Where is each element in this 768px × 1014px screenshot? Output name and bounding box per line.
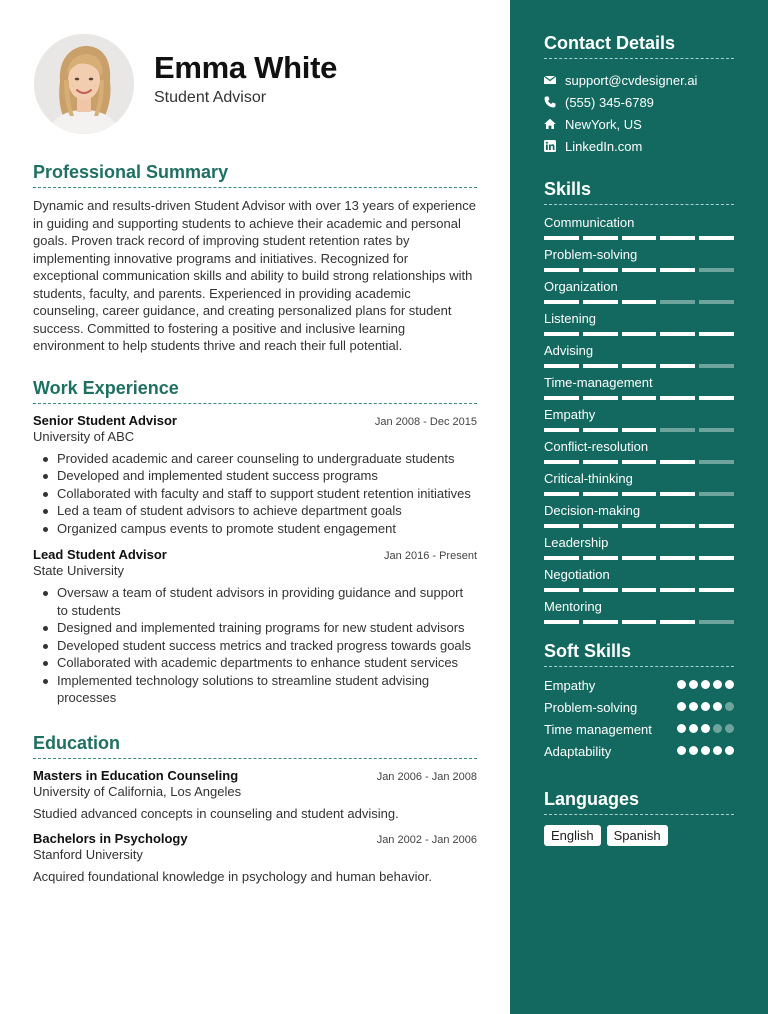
skill-level-segment [622,428,657,432]
skill-level-segment [660,588,695,592]
skill-level-segment [622,460,657,464]
contact-phone[interactable] [544,91,734,113]
skill-level-segment [583,268,618,272]
skill-level-bar [544,620,734,624]
job-bullets [33,584,477,707]
envelope-icon [544,74,556,86]
skill-level-segment [583,428,618,432]
job-bullet: Designed and implemented training programs for new student advisors [33,619,477,637]
contact-heading: Contact Details [544,33,734,59]
job-bullet: Collaborated with academic departments to enhance student services [33,654,477,672]
skill-level-segment [544,620,579,624]
education-header [33,768,477,783]
job-bullets [33,450,477,538]
skill-level-segment [583,620,618,624]
school-name: Stanford University [33,846,143,862]
avatar-portrait [34,34,134,134]
skill-item [544,215,734,247]
rating-dot [713,746,722,755]
soft-skill-name: Time management [544,722,652,737]
rating-dot [701,702,710,711]
skill-item [544,343,734,375]
soft-skill-rating [677,743,734,755]
skill-level-bar [544,236,734,240]
skill-level-bar [544,268,734,272]
sidebar [510,0,768,1014]
skill-level-segment [544,332,579,336]
job-entry [33,547,477,707]
skill-name: Leadership [544,535,609,550]
job-title: Lead Student Advisor [33,547,167,562]
skills-section [544,179,734,631]
contact-linkedin-text: LinkedIn.com [565,138,643,154]
skill-level-segment [660,620,695,624]
skill-item [544,279,734,311]
skill-level-segment [660,524,695,528]
rating-dot [689,680,698,689]
job-bullet: Developed and implemented student success programs [33,467,477,485]
job-dates: Jan 2008 - Dec 2015 [374,415,477,428]
soft-skill-rating [677,699,734,711]
summary-section [33,162,477,355]
rating-dot [725,746,734,755]
soft-skill-item [544,699,734,721]
job-dates: Jan 2016 - Present [384,550,477,562]
education-entry [33,831,477,884]
degree-title: Bachelors in Psychology [33,830,188,846]
rating-dot [713,724,722,733]
rating-dot [701,680,710,689]
rating-dot [725,724,734,733]
skill-level-segment [544,428,579,432]
home-icon [544,118,556,130]
skill-level-segment [622,268,657,272]
job-bullet: Collaborated with faculty and staff to support student retention initiatives [33,485,477,503]
school-name: University of California, Los Angeles [33,783,242,799]
skill-level-segment [622,492,657,496]
skill-item [544,535,734,567]
soft-skill-name: Problem-solving [544,700,638,715]
skill-level-segment [544,268,579,272]
skill-level-segment [544,364,579,368]
skill-level-segment [583,460,618,464]
job-header [33,413,477,428]
skills-list [544,215,734,631]
job-title: Senior Student Advisor [33,412,177,428]
job-bullet: Developed student success metrics and tracked progress towards goals [33,637,477,655]
job-entry [33,413,477,538]
soft-skill-rating [677,677,734,689]
summary-text: Dynamic and results-driven Student Advisor with over 13 years of experience in guiding and supporting students to achieve their academic and personal goals. Proven track record of improving student retention rates by implementing innovative programs and initiatives. Recognized for exceptional communication skills and ability to build strong relationships with students, faculty, and parents. Experienced in providing academic counseling, career guidance, and creating personalized plans for student success. Committed to fostering a positive and inclusive learning environment to help students thrive and reach their full potential. [33,198,476,353]
skill-level-segment [699,396,734,400]
skill-level-bar [544,588,734,592]
contact-location [544,113,734,135]
skill-level-segment [699,428,734,432]
soft-skills-heading: Soft Skills [544,641,734,667]
soft-skill-item [544,677,734,699]
skill-level-segment [699,588,734,592]
skill-level-segment [622,364,657,368]
candidate-title: Student Advisor [154,89,267,106]
job-organization: State University [33,563,125,578]
rating-dot [677,746,686,755]
skill-level-bar [544,364,734,368]
skill-level-segment [699,300,734,304]
skill-name: Mentoring [544,599,602,614]
work-section [33,378,477,707]
soft-skills-section [544,641,734,765]
soft-skill-item [544,721,734,743]
skill-level-segment [699,364,734,368]
skill-name: Advising [544,343,594,358]
skill-level-segment [699,620,734,624]
languages-section [544,789,734,846]
skills-heading: Skills [544,179,734,205]
contact-linkedin[interactable] [544,135,734,157]
skill-level-segment [699,524,734,528]
contact-email[interactable] [544,69,734,91]
degree-title: Masters in Education Counseling [33,767,239,783]
language-tag: Spanish [607,825,668,846]
languages-list [544,825,734,846]
language-tag: English [544,825,601,846]
soft-skill-rating [677,721,734,733]
skill-level-segment [660,556,695,560]
skill-level-segment [699,236,734,240]
rating-dot [713,702,722,711]
skill-name: Time-management [544,375,653,390]
job-bullet: Implemented technology solutions to streamline student advising processes [33,672,477,707]
work-heading: Work Experience [33,378,477,404]
skill-level-segment [660,460,695,464]
skill-level-segment [583,236,618,240]
skill-level-bar [544,428,734,432]
rating-dot [677,680,686,689]
job-bullet: Provided academic and career counseling to undergraduate students [33,450,477,468]
skill-level-segment [699,332,734,336]
contact-phone-text: (555) 345-6789 [565,94,654,110]
rating-dot [701,746,710,755]
skill-level-bar [544,396,734,400]
rating-dot [689,702,698,711]
rating-dot [725,680,734,689]
education-section [33,733,477,884]
skill-level-segment [583,300,618,304]
skill-level-segment [699,556,734,560]
phone-icon [544,96,556,108]
skill-level-bar [544,492,734,496]
skill-item [544,247,734,279]
job-header [33,547,477,562]
skill-level-segment [660,268,695,272]
skill-level-segment [699,492,734,496]
skill-item [544,439,734,471]
skill-item [544,599,734,631]
header [33,0,477,150]
skill-level-segment [583,556,618,560]
rating-dot [689,746,698,755]
contact-section [544,33,734,157]
skill-level-segment [583,332,618,336]
skill-level-segment [544,492,579,496]
education-heading: Education [33,733,477,759]
skill-level-segment [699,460,734,464]
education-dates: Jan 2002 - Jan 2006 [376,833,477,846]
skill-level-segment [622,236,657,240]
avatar [34,34,134,134]
rating-dot [701,724,710,733]
skill-level-bar [544,460,734,464]
skill-level-segment [660,332,695,336]
soft-skill-name: Empathy [544,678,596,693]
skill-level-segment [660,364,695,368]
skill-level-segment [544,236,579,240]
skill-level-segment [622,332,657,336]
skill-level-segment [660,396,695,400]
skill-level-segment [699,268,734,272]
candidate-name: Emma White [154,50,338,85]
skill-level-segment [622,556,657,560]
skill-level-segment [660,428,695,432]
skill-level-segment [544,556,579,560]
education-header [33,831,477,846]
rating-dot [677,724,686,733]
skill-name: Communication [544,215,635,230]
education-description: Acquired foundational knowledge in psychology and human behavior. [33,868,432,884]
job-organization: University of ABC [33,428,135,444]
skill-level-segment [622,300,657,304]
education-dates: Jan 2006 - Jan 2008 [376,770,477,783]
skill-level-segment [583,492,618,496]
skill-item [544,503,734,535]
skill-level-bar [544,556,734,560]
job-bullet: Organized campus events to promote student engagement [33,520,477,538]
job-bullet: Led a team of student advisors to achieve department goals [33,502,477,520]
skill-level-segment [583,588,618,592]
skill-level-segment [583,364,618,368]
education-entry [33,768,477,821]
skill-name: Negotiation [544,567,610,582]
skill-level-segment [544,588,579,592]
skill-name: Organization [544,279,618,294]
skill-level-segment [583,524,618,528]
contact-location-text: NewYork, US [565,116,642,132]
rating-dot [725,702,734,711]
rating-dot [713,680,722,689]
skill-name: Empathy [544,407,596,422]
skill-name: Critical-thinking [544,471,633,486]
skill-level-segment [622,524,657,528]
soft-skill-item [544,743,734,765]
skill-level-bar [544,300,734,304]
skill-level-segment [660,300,695,304]
education-description: Studied advanced concepts in counseling and student advising. [33,805,399,821]
skill-level-segment [583,396,618,400]
skill-level-segment [622,588,657,592]
skill-name: Listening [544,311,597,326]
summary-heading: Professional Summary [33,162,477,188]
skill-item [544,567,734,599]
skill-item [544,407,734,439]
soft-skills-list [544,677,734,765]
skill-item [544,375,734,407]
linkedin-icon [544,140,556,152]
rating-dot [689,724,698,733]
skill-name: Conflict-resolution [544,439,649,454]
job-bullet: Oversaw a team of student advisors in providing guidance and support to students [33,584,477,619]
skill-level-segment [544,524,579,528]
skill-level-segment [660,492,695,496]
contact-email-text: support@cvdesigner.ai [565,72,698,88]
skill-level-segment [544,396,579,400]
skill-name: Decision-making [544,503,641,518]
skill-level-segment [544,460,579,464]
skill-level-segment [622,620,657,624]
rating-dot [677,702,686,711]
languages-heading: Languages [544,789,734,815]
skill-name: Problem-solving [544,247,638,262]
skill-item [544,311,734,343]
skill-item [544,471,734,503]
skill-level-segment [544,300,579,304]
skill-level-bar [544,332,734,336]
soft-skill-name: Adaptability [544,744,612,759]
skill-level-bar [544,524,734,528]
skill-level-segment [622,396,657,400]
skill-level-segment [660,236,695,240]
